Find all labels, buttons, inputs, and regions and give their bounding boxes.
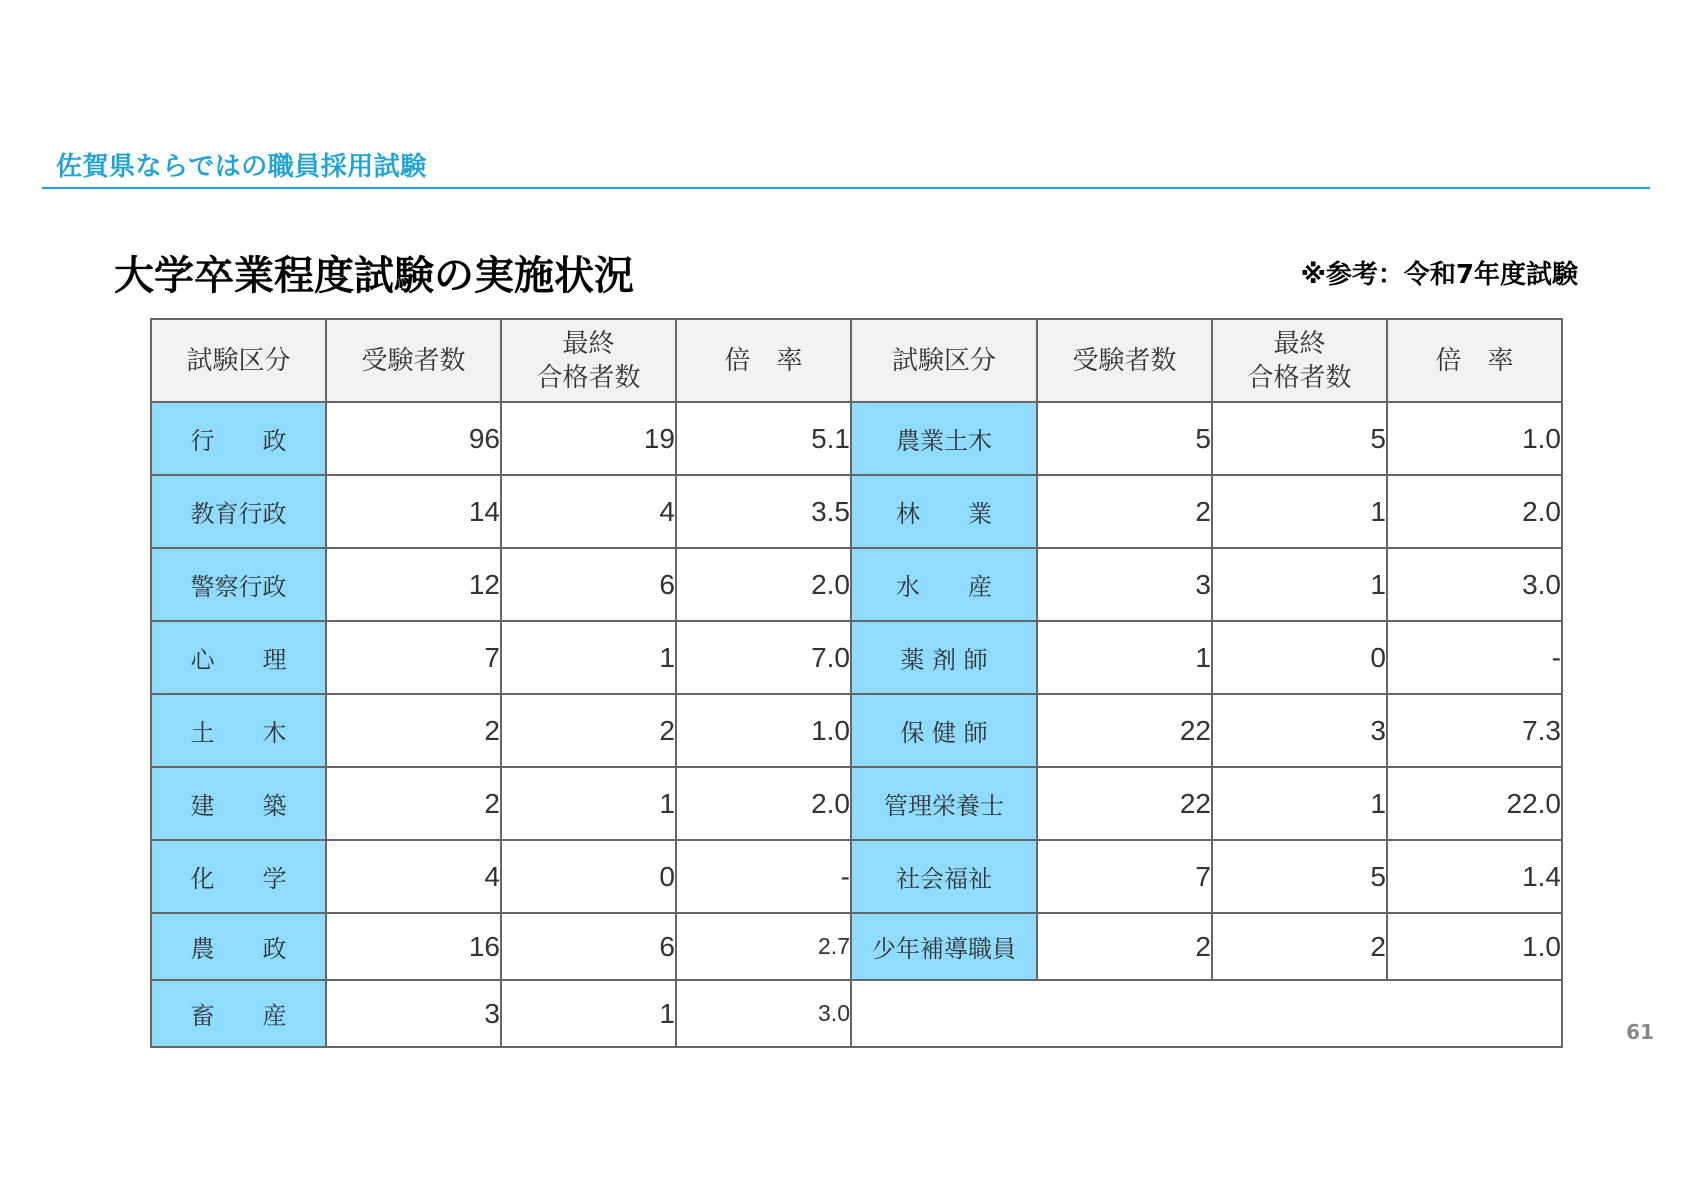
- category-cell: 薬 剤 師: [851, 621, 1037, 694]
- table-row: [151, 767, 1562, 840]
- table-row: [151, 694, 1562, 767]
- ratio-cell: 1.0: [1387, 913, 1562, 980]
- exam-results-table: [150, 318, 1563, 1048]
- examinees-cell: 12: [326, 548, 501, 621]
- header-ratio-left: 倍 率: [676, 319, 851, 402]
- ratio-cell: 1.0: [676, 694, 851, 767]
- passed-cell: 5: [1212, 840, 1387, 913]
- examinees-cell: 22: [1037, 694, 1212, 767]
- category-cell: 農業土木: [851, 402, 1037, 475]
- examinees-cell: 7: [1037, 840, 1212, 913]
- ratio-cell: 2.0: [676, 767, 851, 840]
- examinees-cell: 2: [326, 694, 501, 767]
- passed-cell: 6: [501, 913, 676, 980]
- examinees-cell: 22: [1037, 767, 1212, 840]
- passed-cell: 19: [501, 402, 676, 475]
- passed-cell: 0: [1212, 621, 1387, 694]
- examinees-cell: 1: [1037, 621, 1212, 694]
- empty-cell: [851, 980, 1562, 1047]
- reference-note: ※参考：令和7年度試験: [1300, 260, 1578, 290]
- category-cell: 土 木: [151, 694, 326, 767]
- passed-cell: 1: [501, 621, 676, 694]
- category-cell: 農 政: [151, 913, 326, 980]
- category-cell: 社会福祉: [851, 840, 1037, 913]
- ratio-cell: 1.4: [1387, 840, 1562, 913]
- passed-cell: 1: [1212, 767, 1387, 840]
- examinees-cell: 14: [326, 475, 501, 548]
- header-ratio-right: 倍 率: [1387, 319, 1562, 402]
- ratio-cell: 1.0: [1387, 402, 1562, 475]
- category-cell: 教育行政: [151, 475, 326, 548]
- table-row: [151, 840, 1562, 913]
- table-row: [151, 980, 1562, 1047]
- examinees-cell: 5: [1037, 402, 1212, 475]
- ratio-cell: 2.0: [676, 548, 851, 621]
- examinees-cell: 7: [326, 621, 501, 694]
- passed-cell: 1: [1212, 475, 1387, 548]
- header-category-right: 試験区分: [851, 319, 1037, 402]
- examinees-cell: 3: [1037, 548, 1212, 621]
- category-cell: 警察行政: [151, 548, 326, 621]
- ratio-cell: 2.7: [676, 913, 851, 980]
- category-cell: 心 理: [151, 621, 326, 694]
- table-row: [151, 621, 1562, 694]
- passed-cell: 4: [501, 475, 676, 548]
- examinees-cell: 4: [326, 840, 501, 913]
- table-header-row: [151, 319, 1562, 402]
- passed-cell: 2: [1212, 913, 1387, 980]
- passed-cell: 5: [1212, 402, 1387, 475]
- passed-cell: 1: [501, 767, 676, 840]
- examinees-cell: 96: [326, 402, 501, 475]
- ratio-cell: 3.0: [1387, 548, 1562, 621]
- category-cell: 管理栄養士: [851, 767, 1037, 840]
- examinees-cell: 16: [326, 913, 501, 980]
- passed-cell: 0: [501, 840, 676, 913]
- examinees-cell: 2: [1037, 913, 1212, 980]
- ratio-cell: 2.0: [1387, 475, 1562, 548]
- passed-cell: 1: [501, 980, 676, 1047]
- category-cell: 林 業: [851, 475, 1037, 548]
- ratio-cell: 22.0: [1387, 767, 1562, 840]
- table-row: [151, 548, 1562, 621]
- category-cell: 保 健 師: [851, 694, 1037, 767]
- ratio-cell: 3.0: [676, 980, 851, 1047]
- examinees-cell: 2: [1037, 475, 1212, 548]
- examinees-cell: 2: [326, 767, 501, 840]
- page-title: 大学卒業程度試験の実施状況: [114, 253, 634, 299]
- header-passed-left: 最終 合格者数: [501, 319, 676, 402]
- table-row: [151, 402, 1562, 475]
- examinees-cell: 3: [326, 980, 501, 1047]
- ratio-cell: 3.5: [676, 475, 851, 548]
- ratio-cell: -: [1387, 621, 1562, 694]
- category-cell: 水 産: [851, 548, 1037, 621]
- page-number: 61: [1626, 1020, 1654, 1044]
- passed-cell: 6: [501, 548, 676, 621]
- category-cell: 建 築: [151, 767, 326, 840]
- section-title: 佐賀県ならではの職員採用試験: [56, 152, 427, 182]
- header-category-left: 試験区分: [151, 319, 326, 402]
- category-cell: 畜 産: [151, 980, 326, 1047]
- header-examinees-left: 受験者数: [326, 319, 501, 402]
- section-divider: [42, 187, 1650, 189]
- table-row: [151, 475, 1562, 548]
- category-cell: 少年補導職員: [851, 913, 1037, 980]
- ratio-cell: -: [676, 840, 851, 913]
- header-examinees-right: 受験者数: [1037, 319, 1212, 402]
- passed-cell: 3: [1212, 694, 1387, 767]
- table-row: [151, 913, 1562, 980]
- ratio-cell: 5.1: [676, 402, 851, 475]
- category-cell: 化 学: [151, 840, 326, 913]
- passed-cell: 1: [1212, 548, 1387, 621]
- header-passed-right: 最終 合格者数: [1212, 319, 1387, 402]
- ratio-cell: 7.3: [1387, 694, 1562, 767]
- ratio-cell: 7.0: [676, 621, 851, 694]
- passed-cell: 2: [501, 694, 676, 767]
- category-cell: 行 政: [151, 402, 326, 475]
